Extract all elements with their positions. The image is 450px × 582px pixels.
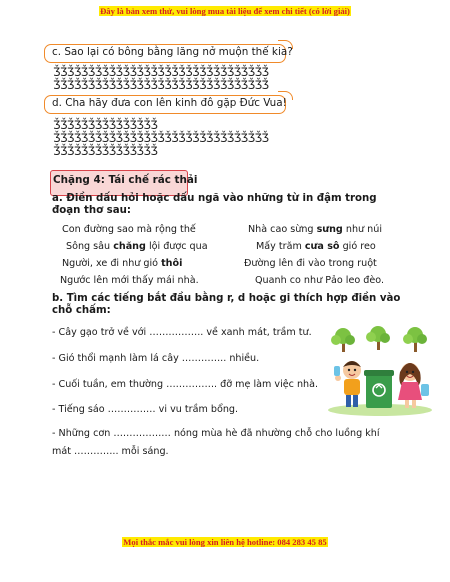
poem-line: Người, xe đi như gió thôi xyxy=(62,258,183,269)
section-b-instruction: b. Tìm các tiếng bắt đầu bằng r, d hoặc gi thích hợp điền vào chỗ chấm: xyxy=(52,293,401,316)
poem-line: Con đường sao mà rộng thế xyxy=(62,224,196,235)
writing-line: ǮǮǮǮǮǮǮǮǮǮǮǮǮǮǮǮǮǮǮǮǮǮǮǮǮǮǮǮǮǮǮ xyxy=(53,66,269,79)
tree-icon xyxy=(331,328,355,352)
girl-figure xyxy=(398,363,429,408)
fill-line: mát ………….. mỗi sáng. xyxy=(52,446,169,457)
poem-line: Quanh co như Pảo leo đèo. xyxy=(255,275,385,286)
poem-line: Ngước lên mới thấy mái nhà. xyxy=(60,275,199,286)
question-d: d. Cha hãy đưa con lên kinh đô gặp Đức Vua! xyxy=(52,97,287,109)
fill-line: - Những cơn ……………… nóng mùa hè đã nhường chỗ cho luồng khí xyxy=(52,428,380,439)
poem-line: Đường lên đi vào trong ruột xyxy=(244,258,377,269)
poem-line: Mấy trăm cưa sô gió reo xyxy=(256,241,376,252)
writing-line: ǮǮǮǮǮǮǮǮǮǮǮǮǮǮǮǮǮǮǮǮǮǮǮǮǮǮǮǮǮǮǮ xyxy=(53,79,269,92)
recycling-kids-illustration xyxy=(322,322,438,418)
writing-line: ǮǮǮǮǮǮǮǮǮǮǮǮǮǮǮǮǮǮǮǮǮǮǮǮǮǮǮǮǮǮǮ xyxy=(53,132,269,145)
question-c: c. Sao lại có bông bằng lăng nở muộn thế kia? xyxy=(52,46,293,58)
fill-line: - Cuối tuần, em thường ……………. đỡ mẹ làm việc nhà. xyxy=(52,379,319,390)
boy-figure xyxy=(334,361,361,407)
section-a-instruction: a. Điền dấu hỏi hoặc dấu ngã vào những từ in đậm trong đoạn thơ sau: xyxy=(52,193,377,216)
fill-line: - Tiếng sáo …………… vi vu trầm bổng. xyxy=(52,404,239,415)
writing-line: ǮǮǮǮǮǮǮǮǮǮǮǮǮǮǮ xyxy=(53,145,158,158)
poem-line: Nhà cao sừng sưng như núi xyxy=(248,224,382,235)
fill-line: - Cây gạo trở về với …………….. về xanh mát, trầm tư. xyxy=(52,327,312,338)
poem-line: Sông sâu chăng lội được qua xyxy=(66,241,208,252)
tree-icon xyxy=(403,327,427,352)
chapter-title: Chặng 4: Tái chế rác thải xyxy=(53,174,198,186)
hotline-banner xyxy=(0,537,450,547)
fill-line: - Gió thổi mạnh làm lá cây ………….. nhiều. xyxy=(52,353,260,364)
preview-banner xyxy=(0,6,450,16)
preview-banner-text: Đây là bản xem thử, vui lòng mua tài liệu để xem chi tiết (có lời giải) xyxy=(100,6,350,16)
hotline-banner-text: Mọi thắc mắc vui lòng xin liên hệ hotline: 084 283 45 85 xyxy=(123,537,327,547)
writing-line: ǮǮǮǮǮǮǮǮǮǮǮǮǮǮǮ xyxy=(53,119,158,132)
recycle-bin-icon xyxy=(364,370,394,408)
tree-icon xyxy=(366,326,390,350)
